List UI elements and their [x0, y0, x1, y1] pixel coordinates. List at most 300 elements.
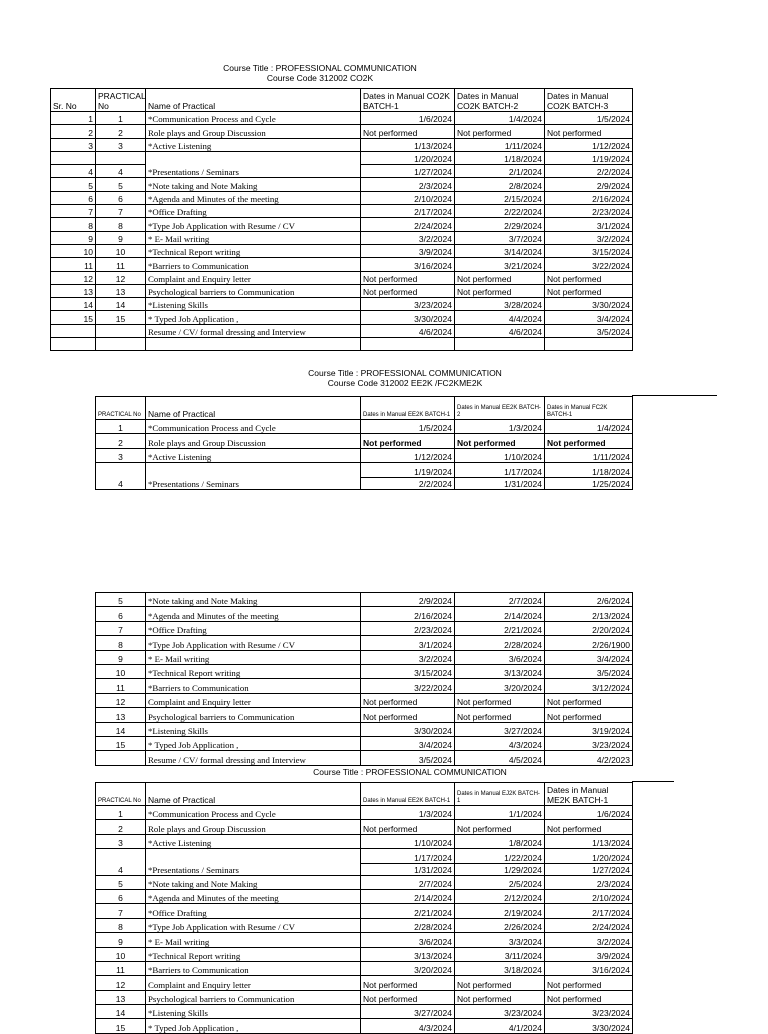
practical-no-cell: 12: [96, 271, 146, 284]
batch3-date-cell: 3/4/2024: [545, 311, 633, 324]
batch3-date-cell: Not performed: [545, 693, 633, 707]
batch3-header: Dates in Manual CO2K BATCH-3: [545, 89, 633, 112]
batch2-date-cell: Not performed: [455, 990, 545, 1004]
practical-name-cell: *Active Listening: [146, 834, 361, 848]
practical-no-cell: 10: [96, 244, 146, 257]
batch3-date-cell: 2/2/2024: [545, 165, 633, 178]
practical-no-cell: 5: [96, 593, 146, 607]
practical-name-cell: *Technical Report writing: [146, 244, 361, 257]
practical-no-cell: 2: [96, 820, 146, 834]
table-row: [51, 258, 633, 271]
sr-no-cell: [51, 324, 96, 337]
batch3-date-cell: 3/30/2024: [545, 1019, 633, 1033]
practical-name-cell: *Listening Skills: [146, 298, 361, 311]
practical-name-cell: *Technical Report writing: [146, 664, 361, 678]
batch1-date-cell: 1/13/2024: [361, 138, 455, 151]
batch2-date-cell: 1/18/2024: [455, 151, 545, 164]
table-row: [96, 463, 633, 477]
practical-name-cell: *Barriers to Communication: [146, 679, 361, 693]
batch1-date-cell: Not performed: [361, 976, 455, 990]
batch3-date-cell: 3/15/2024: [545, 244, 633, 257]
batch3-date-cell: 2/17/2024: [545, 904, 633, 918]
table-row: [51, 191, 633, 204]
batch1-date-cell: Not performed: [361, 990, 455, 1004]
practical-no-cell: 13: [96, 990, 146, 1004]
batch3-date-cell: 1/20/2024: [545, 849, 633, 863]
practical-name-cell: *Communication Process and Cycle: [146, 806, 361, 820]
practical-no-cell: 14: [96, 1005, 146, 1019]
batch3-date-cell: Not performed: [545, 284, 633, 297]
practical-name-cell: Role plays and Group Discussion: [146, 434, 361, 448]
practical-no-header: PRACTICAL No: [96, 89, 146, 112]
batch2-header: Dates in Manual EJ2K BATCH-1: [455, 783, 545, 806]
practical-no-cell: 1: [96, 112, 146, 125]
practical-name-cell: *Listening Skills: [146, 722, 361, 736]
batch1-date-cell: 1/3/2024: [361, 806, 455, 820]
sr-no-cell: 8: [51, 218, 96, 231]
batch3-date-cell: 3/16/2024: [545, 961, 633, 975]
sr-no-cell: 10: [51, 244, 96, 257]
practical-name-cell: Role plays and Group Discussion: [146, 820, 361, 834]
practical-name-cell: *Office Drafting: [146, 904, 361, 918]
table-row: [96, 679, 633, 693]
practical-name-cell: *Communication Process and Cycle: [146, 420, 361, 434]
batch2-date-cell: 1/1/2024: [455, 806, 545, 820]
batch3-date-cell: 2/16/2024: [545, 191, 633, 204]
practical-no-cell: 13: [96, 708, 146, 722]
practical-no-cell: 9: [96, 231, 146, 244]
batch3-date-cell: 1/25/2024: [545, 477, 633, 489]
practical-no-header: PRACTICAL No: [96, 783, 146, 806]
practical-name-cell: * E- Mail writing: [146, 933, 361, 947]
batch3-date-cell: 2/23/2024: [545, 205, 633, 218]
practical-name-cell: *Presentations / Seminars: [146, 151, 361, 178]
batch2-date-cell: 4/1/2024: [455, 1019, 545, 1033]
table-row: [51, 271, 633, 284]
batch1-date-cell: 2/3/2024: [361, 178, 455, 191]
batch2-date-cell: 1/29/2024: [455, 863, 545, 875]
batch3-date-cell: 1/18/2024: [545, 463, 633, 477]
batch2-date-cell: 3/27/2024: [455, 722, 545, 736]
practical-no-cell: 2: [96, 125, 146, 138]
batch3-date-cell: 2/9/2024: [545, 178, 633, 191]
practical-no-cell: 7: [96, 621, 146, 635]
practical-name-cell: * Typed Job Application ,: [146, 311, 361, 324]
practical-no-cell: 7: [96, 904, 146, 918]
batch2-date-cell: 3/20/2024: [455, 679, 545, 693]
table-row: [96, 1019, 633, 1033]
batch1-date-cell: 1/17/2024: [361, 849, 455, 863]
batch1-date-cell: 1/10/2024: [361, 834, 455, 848]
practical-no-cell: 2: [96, 434, 146, 448]
practical-no-cell: [96, 338, 146, 351]
practical-no-cell: 10: [96, 947, 146, 961]
batch1-date-cell: Not performed: [361, 125, 455, 138]
batch2-date-cell: 2/5/2024: [455, 875, 545, 889]
batch1-date-cell: Not performed: [361, 820, 455, 834]
section1-course-code: Course Code 312002 CO2K: [266, 73, 374, 83]
practical-name-cell: *Active Listening: [146, 448, 361, 462]
table-row: [96, 933, 633, 947]
practical-name-cell: [146, 338, 361, 351]
table-row: [96, 636, 633, 650]
batch2-date-cell: 3/23/2024: [455, 1005, 545, 1019]
batch1-date-cell: 4/3/2024: [361, 1019, 455, 1033]
batch3-date-cell: 1/27/2024: [545, 863, 633, 875]
practical-no-cell: 1: [96, 806, 146, 820]
table-row: [96, 834, 633, 848]
batch1-date-cell: Not performed: [361, 708, 455, 722]
batch1-date-cell: 2/10/2024: [361, 191, 455, 204]
practical-name-cell: Psychological barriers to Communication: [146, 284, 361, 297]
batch1-date-cell: 2/28/2024: [361, 918, 455, 932]
practical-no-cell: 8: [96, 218, 146, 231]
batch1-date-cell: 3/2/2024: [361, 231, 455, 244]
table-row: [96, 904, 633, 918]
batch3-date-cell: Not performed: [545, 990, 633, 1004]
table-row: [51, 324, 633, 337]
batch3-date-cell: 1/12/2024: [545, 138, 633, 151]
batch2-date-cell: 2/28/2024: [455, 636, 545, 650]
practical-name-cell: Complaint and Enquiry letter: [146, 976, 361, 990]
practical-name-cell: *Type Job Application with Resume / CV: [146, 218, 361, 231]
batch2-date-cell: [455, 338, 545, 351]
batch2-date-cell: 1/4/2024: [455, 112, 545, 125]
practical-no-cell: [96, 151, 146, 164]
batch1-date-cell: 2/2/2024: [361, 477, 455, 489]
table-row: [96, 607, 633, 621]
batch1-date-cell: 1/20/2024: [361, 151, 455, 164]
batch1-date-cell: 3/23/2024: [361, 298, 455, 311]
batch3-date-cell: 3/22/2024: [545, 258, 633, 271]
practical-name-cell: *Agenda and Minutes of the meeting: [146, 607, 361, 621]
practical-no-cell: 11: [96, 679, 146, 693]
practical-name-header: Name of Practical: [146, 89, 361, 112]
practical-no-cell: 3: [96, 448, 146, 462]
batch2-date-cell: 2/29/2024: [455, 218, 545, 231]
table-row: [51, 151, 633, 164]
batch3-date-cell: 1/13/2024: [545, 834, 633, 848]
batch3-date-cell: 4/2/2023: [545, 751, 633, 765]
table-header-row: [96, 783, 633, 806]
practical-name-cell: *Presentations / Seminars: [146, 463, 361, 489]
practical-no-cell: 13: [96, 284, 146, 297]
table-row: [51, 138, 633, 151]
table-row: [96, 736, 633, 750]
batch2-date-cell: 2/22/2024: [455, 205, 545, 218]
practical-no-cell: 8: [96, 918, 146, 932]
practical-no-cell: 9: [96, 933, 146, 947]
practical-no-cell: 15: [96, 1019, 146, 1033]
practical-name-cell: Role plays and Group Discussion: [146, 125, 361, 138]
batch2-date-cell: 4/4/2024: [455, 311, 545, 324]
section2-course-title: Course Title : PROFESSIONAL COMMUNICATION: [308, 368, 502, 378]
batch2-date-cell: 3/21/2024: [455, 258, 545, 271]
batch2-date-cell: 1/11/2024: [455, 138, 545, 151]
practical-no-cell: [96, 324, 146, 337]
batch3-date-cell: 2/20/2024: [545, 621, 633, 635]
practical-name-cell: * Typed Job Application ,: [146, 736, 361, 750]
batch3-date-cell: 3/19/2024: [545, 722, 633, 736]
batch3-date-cell: 3/12/2024: [545, 679, 633, 693]
practical-name-cell: *Agenda and Minutes of the meeting: [146, 889, 361, 903]
batch1-date-cell: 3/6/2024: [361, 933, 455, 947]
practical-no-cell: 5: [96, 178, 146, 191]
practical-no-cell: 4: [96, 463, 146, 489]
section3-title-block: [250, 767, 570, 777]
batch2-date-cell: 1/22/2024: [455, 849, 545, 863]
batch3-date-cell: 1/4/2024: [545, 420, 633, 434]
section1-title-block: [160, 63, 480, 83]
batch1-date-cell: 3/2/2024: [361, 650, 455, 664]
batch2-date-cell: 3/28/2024: [455, 298, 545, 311]
table-row: [96, 420, 633, 434]
batch3-date-cell: 3/2/2024: [545, 231, 633, 244]
batch1-date-cell: 1/31/2024: [361, 863, 455, 875]
batch3-date-cell: 3/4/2024: [545, 650, 633, 664]
batch2-date-cell: Not performed: [455, 271, 545, 284]
batch1-date-cell: 3/1/2024: [361, 636, 455, 650]
batch2-header: Dates in Manual EE2K BATCH-2: [455, 397, 545, 420]
practical-name-cell: Complaint and Enquiry letter: [146, 693, 361, 707]
practical-no-cell: 4: [96, 849, 146, 875]
ee2k-fc2k-practical-dates-table: [95, 396, 633, 490]
batch1-date-cell: 3/13/2024: [361, 947, 455, 961]
table-row: [51, 244, 633, 257]
practical-name-cell: *Note taking and Note Making: [146, 875, 361, 889]
batch2-date-cell: 3/14/2024: [455, 244, 545, 257]
practical-name-cell: *Note taking and Note Making: [146, 178, 361, 191]
practical-no-cell: 3: [96, 138, 146, 151]
table-row: [51, 112, 633, 125]
table-row: [51, 218, 633, 231]
table-row: [96, 621, 633, 635]
batch1-date-cell: 3/22/2024: [361, 679, 455, 693]
practical-name-header: Name of Practical: [146, 783, 361, 806]
batch2-date-cell: 1/17/2024: [455, 463, 545, 477]
sr-no-cell: 13: [51, 284, 96, 297]
batch1-date-cell: Not performed: [361, 434, 455, 448]
batch1-date-cell: [361, 338, 455, 351]
table-header-row: [96, 397, 633, 420]
practical-no-cell: 14: [96, 722, 146, 736]
practical-name-cell: * E- Mail writing: [146, 231, 361, 244]
batch1-date-cell: 3/27/2024: [361, 1005, 455, 1019]
table-row: [96, 448, 633, 462]
batch2-date-cell: Not performed: [455, 708, 545, 722]
batch1-date-cell: 2/9/2024: [361, 593, 455, 607]
table-row: [96, 806, 633, 820]
batch1-date-cell: 1/27/2024: [361, 165, 455, 178]
batch1-date-cell: 4/6/2024: [361, 324, 455, 337]
practical-no-cell: 1: [96, 420, 146, 434]
batch2-date-cell: 1/10/2024: [455, 448, 545, 462]
practical-no-cell: 14: [96, 298, 146, 311]
table-row: [51, 311, 633, 324]
table-row: [96, 708, 633, 722]
table-row: [96, 961, 633, 975]
practical-name-cell: *Barriers to Communication: [146, 258, 361, 271]
batch3-date-cell: Not performed: [545, 271, 633, 284]
table-row: [51, 284, 633, 297]
batch3-date-cell: 2/3/2024: [545, 875, 633, 889]
sr-no-cell: 4: [51, 165, 96, 178]
practical-name-cell: *Listening Skills: [146, 1005, 361, 1019]
practical-no-cell: 11: [96, 258, 146, 271]
practical-no-cell: 7: [96, 205, 146, 218]
batch2-date-cell: 2/21/2024: [455, 621, 545, 635]
practical-no-cell: 12: [96, 693, 146, 707]
sr-no-header: Sr. No: [51, 89, 96, 112]
batch3-date-cell: 3/30/2024: [545, 298, 633, 311]
sr-no-cell: 12: [51, 271, 96, 284]
table-row: [96, 751, 633, 765]
practical-name-cell: *Active Listening: [146, 138, 361, 151]
ee2k-fc2k-practical-dates-table-continued: [95, 592, 633, 766]
table-row: [96, 650, 633, 664]
practical-name-cell: * E- Mail writing: [146, 650, 361, 664]
batch1-date-cell: 1/6/2024: [361, 112, 455, 125]
divider-line: [632, 781, 674, 782]
batch2-date-cell: 1/3/2024: [455, 420, 545, 434]
practical-name-cell: *Communication Process and Cycle: [146, 112, 361, 125]
batch1-date-cell: 2/14/2024: [361, 889, 455, 903]
sr-no-cell: [51, 338, 96, 351]
practical-no-cell: 15: [96, 736, 146, 750]
sr-no-cell: 9: [51, 231, 96, 244]
table-row: [96, 434, 633, 448]
batch3-date-cell: 3/23/2024: [545, 736, 633, 750]
batch1-date-cell: Not performed: [361, 284, 455, 297]
practical-name-cell: *Type Job Application with Resume / CV: [146, 918, 361, 932]
sr-no-cell: 15: [51, 311, 96, 324]
co2k-practical-dates-table: [50, 88, 633, 351]
batch3-date-cell: Not performed: [545, 820, 633, 834]
section3-course-title: Course Title : PROFESSIONAL COMMUNICATION: [313, 767, 507, 777]
batch2-date-cell: Not performed: [455, 284, 545, 297]
batch1-date-cell: 3/30/2024: [361, 311, 455, 324]
batch2-date-cell: 2/26/2024: [455, 918, 545, 932]
ee2k-ej2k-me2k-practical-dates-table: [95, 782, 633, 1034]
table-row: [96, 976, 633, 990]
batch3-date-cell: Not performed: [545, 434, 633, 448]
batch1-date-cell: 2/23/2024: [361, 621, 455, 635]
table-row: [51, 298, 633, 311]
batch2-header: Dates in Manual CO2K BATCH-2: [455, 89, 545, 112]
table-row: [96, 947, 633, 961]
practical-no-cell: 8: [96, 636, 146, 650]
practical-no-cell: 6: [96, 607, 146, 621]
practical-name-cell: *Type Job Application with Resume / CV: [146, 636, 361, 650]
practical-no-cell: 12: [96, 976, 146, 990]
table-row: [51, 125, 633, 138]
batch3-header: Dates in Manual FC2K BATCH-1: [545, 397, 633, 420]
practical-no-cell: 3: [96, 834, 146, 848]
batch1-date-cell: 2/16/2024: [361, 607, 455, 621]
batch1-date-cell: Not performed: [361, 693, 455, 707]
batch2-date-cell: 2/14/2024: [455, 607, 545, 621]
table-header-row: [51, 89, 633, 112]
batch1-date-cell: 2/24/2024: [361, 218, 455, 231]
batch2-date-cell: 2/7/2024: [455, 593, 545, 607]
practical-name-cell: *Office Drafting: [146, 621, 361, 635]
practical-name-cell: *Barriers to Communication: [146, 961, 361, 975]
table-row: [96, 918, 633, 932]
batch3-date-cell: 3/5/2024: [545, 324, 633, 337]
batch2-date-cell: 3/3/2024: [455, 933, 545, 947]
batch2-date-cell: 2/15/2024: [455, 191, 545, 204]
batch1-date-cell: 2/17/2024: [361, 205, 455, 218]
batch2-date-cell: 3/13/2024: [455, 664, 545, 678]
practical-no-cell: 9: [96, 650, 146, 664]
batch1-date-cell: 1/12/2024: [361, 448, 455, 462]
practical-name-cell: Complaint and Enquiry letter: [146, 271, 361, 284]
batch2-date-cell: 2/8/2024: [455, 178, 545, 191]
practical-name-cell: *Note taking and Note Making: [146, 593, 361, 607]
section1-course-title: Course Title : PROFESSIONAL COMMUNICATION: [223, 63, 417, 73]
sr-no-cell: 2: [51, 125, 96, 138]
practical-name-cell: *Agenda and Minutes of the meeting: [146, 191, 361, 204]
batch2-date-cell: 2/19/2024: [455, 904, 545, 918]
section2-title-block: [245, 368, 565, 388]
batch1-header: Dates in Manual EE2K BATCH-1: [361, 397, 455, 420]
sr-no-cell: 1: [51, 112, 96, 125]
batch1-date-cell: 3/4/2024: [361, 736, 455, 750]
table-row: [51, 205, 633, 218]
sr-no-cell: [51, 151, 96, 164]
batch3-date-cell: 3/23/2024: [545, 1005, 633, 1019]
batch1-date-cell: Not performed: [361, 271, 455, 284]
table-row: [96, 1005, 633, 1019]
batch2-date-cell: 2/1/2024: [455, 165, 545, 178]
batch3-date-cell: 1/6/2024: [545, 806, 633, 820]
batch1-date-cell: 3/16/2024: [361, 258, 455, 271]
batch3-date-cell: 3/9/2024: [545, 947, 633, 961]
batch3-date-cell: Not performed: [545, 976, 633, 990]
batch2-date-cell: 3/18/2024: [455, 961, 545, 975]
practical-no-cell: 5: [96, 875, 146, 889]
practical-name-cell: * Typed Job Application ,: [146, 1019, 361, 1033]
batch2-date-cell: 1/8/2024: [455, 834, 545, 848]
practical-no-cell: 4: [96, 165, 146, 178]
batch3-date-cell: 1/19/2024: [545, 151, 633, 164]
batch2-date-cell: 3/11/2024: [455, 947, 545, 961]
batch2-date-cell: 3/7/2024: [455, 231, 545, 244]
batch3-date-cell: 1/5/2024: [545, 112, 633, 125]
batch3-date-cell: 2/6/2024: [545, 593, 633, 607]
batch1-date-cell: 3/5/2024: [361, 751, 455, 765]
practical-no-cell: 6: [96, 889, 146, 903]
practical-no-cell: 11: [96, 961, 146, 975]
batch1-date-cell: 2/21/2024: [361, 904, 455, 918]
batch3-header: Dates in Manual ME2K BATCH-1: [545, 783, 633, 806]
practical-name-cell: Resume / CV/ formal dressing and Interview: [146, 751, 361, 765]
batch2-date-cell: Not performed: [455, 693, 545, 707]
batch2-date-cell: Not performed: [455, 434, 545, 448]
batch3-date-cell: 2/26/1900: [545, 636, 633, 650]
batch2-date-cell: 3/6/2024: [455, 650, 545, 664]
sr-no-cell: 11: [51, 258, 96, 271]
practical-name-cell: Resume / CV/ formal dressing and Interview: [146, 324, 361, 337]
table-row: [96, 820, 633, 834]
divider-line: [632, 395, 717, 396]
practical-no-header: PRACTICAL No: [96, 397, 146, 420]
sr-no-cell: 6: [51, 191, 96, 204]
table-row: [96, 722, 633, 736]
batch3-date-cell: Not performed: [545, 708, 633, 722]
table-row: [96, 990, 633, 1004]
batch3-date-cell: 3/5/2024: [545, 664, 633, 678]
